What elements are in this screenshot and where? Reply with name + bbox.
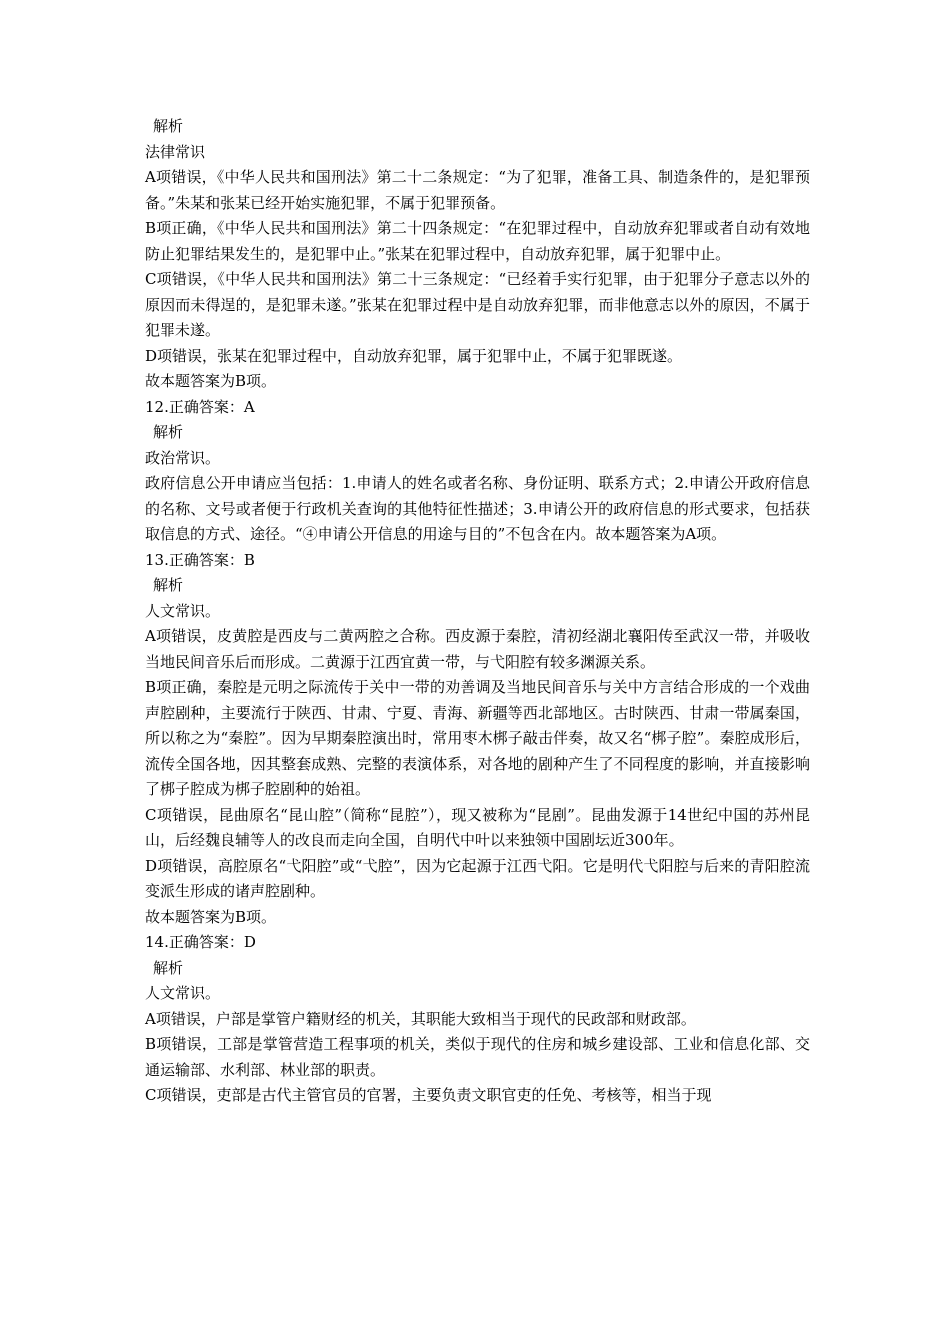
document-body: [145, 114, 810, 1109]
analysis-label: 解析: [153, 117, 184, 135]
text-paragraph: B项正确，《中华人民共和国刑法》第二十四条规定：“在犯罪过程中，自动放弃犯罪或者自动有效地防止犯罪结果发生的，是犯罪中止。”张某在犯罪过程中，自动放弃犯罪，属于犯罪中止。: [145, 219, 810, 263]
text-paragraph: 故本题答案为B项。: [145, 907, 277, 926]
text-paragraph: B项正确，秦腔是元明之际流传于关中一带的劝善调及当地民间音乐与关中方言结合形成的一个戏曲声腔剧种，主要流行于陕西、甘肃、宁夏、青海、新疆等西北部地区。古时陕西、甘肃一带属秦国，所以称之为“秦腔”。因为早期秦腔演出时，常用枣木梆子敲击伴奏，故又名“梆子腔”。秦腔成形后，流传全国各地，因其整套成熟、完整的表演体系，对各地的剧种产生了不同程度的影响，并直接影响了梆子腔成为梆子腔剧种的始祖。: [145, 678, 810, 798]
text-paragraph: 政治常识。: [145, 448, 221, 467]
text-paragraph: 政府信息公开申请应当包括：1.申请人的姓名或者名称、身份证明、联系方式；2.申请公开政府信息的名称、文号或者便于行政机关查询的其他特征性描述；3.申请公开的政府信息的形式要求，包括获取信息的方式、途径。“④申请公开信息的用途与目的”不包含在内。故本题答案为A项。: [145, 474, 810, 543]
text-paragraph: C项错误，吏部是古代主管官员的官署，主要负责文职官吏的任免、考核等，相当于现: [145, 1086, 712, 1104]
text-paragraph: 故本题答案为B项。: [145, 372, 277, 390]
text-paragraph: A项错误，皮黄腔是西皮与二黄两腔之合称。西皮源于秦腔，清初经湖北襄阳传至武汉一带，并吸收当地民间音乐后而形成。二黄源于江西宜黄一带，与弋阳腔有较多渊源关系。: [145, 627, 810, 671]
analysis-label: 解析: [153, 423, 184, 441]
text-paragraph: 14.正确答案：D: [145, 933, 256, 951]
text-paragraph: 人文常识。: [145, 984, 221, 1002]
text-paragraph: C项错误，《中华人民共和国刑法》第二十三条规定：“已经着手实行犯罪，由于犯罪分子意志以外的原因而未得逞的，是犯罪未遂。”张某在犯罪过程中是自动放弃犯罪，而非他意志以外的原因，不属于犯罪未遂。: [145, 270, 810, 339]
text-paragraph: A项错误，户部是掌管户籍财经的机关，其职能大致相当于现代的民政部和财政部。: [145, 1009, 696, 1028]
analysis-label: 解析: [153, 576, 184, 594]
text-paragraph: 法律常识: [145, 142, 206, 161]
text-paragraph: B项错误，工部是掌管营造工程事项的机关，类似于现代的住房和城乡建设部、工业和信息化部、交通运输部、水利部、林业部的职责。: [145, 1035, 810, 1079]
text-paragraph: D项错误，高腔原名“弋阳腔”或“弋腔”，因为它起源于江西弋阳。它是明代弋阳腔与后来的青阳腔流变派生形成的诸声腔剧种。: [145, 856, 810, 900]
text-paragraph: 12.正确答案：A: [145, 397, 255, 416]
analysis-label: 解析: [153, 958, 184, 977]
text-paragraph: D项错误，张某在犯罪过程中，自动放弃犯罪，属于犯罪中止，不属于犯罪既遂。: [145, 346, 683, 365]
text-paragraph: 13.正确答案：B: [145, 550, 255, 569]
text-paragraph: C项错误，昆曲原名“昆山腔”（简称“昆腔”），现又被称为“昆剧”。昆曲发源于14世纪中国的苏州昆山，后经魏良辅等人的改良而走向全国，自明代中叶以来独领中国剧坛近300年。: [145, 805, 810, 849]
text-paragraph: 人文常识。: [145, 601, 221, 620]
text-paragraph: A项错误，《中华人民共和国刑法》第二十二条规定：“为了犯罪，准备工具、制造条件的，是犯罪预备。”朱某和张某已经开始实施犯罪，不属于犯罪预备。: [145, 168, 810, 212]
